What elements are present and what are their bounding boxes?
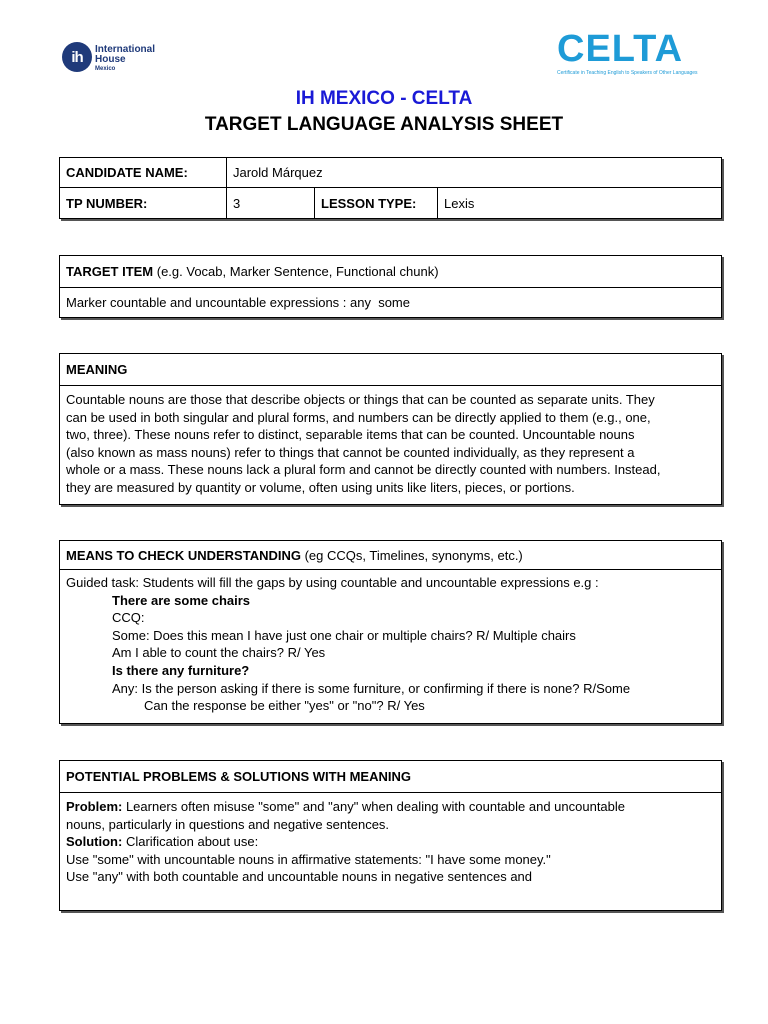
target-item-label: TARGET ITEM — [66, 264, 154, 279]
meaning-line: whole or a mass. These nouns lack a plural form and cannot be directly counted with numbers. Instead, — [66, 462, 661, 478]
solution-rule-1: Use "some" with uncountable nouns in affirmative statements: "I have some money." — [66, 851, 551, 867]
ccq-label: CCQ: — [112, 610, 145, 626]
meaning-line: can be used in both singular and plural forms, and numbers can be directly applied to them (e.g., one, — [66, 409, 651, 425]
target-item-section — [59, 255, 722, 318]
solution-label: Solution: — [66, 834, 123, 850]
document-subtitle: TARGET LANGUAGE ANALYSIS SHEET — [204, 114, 564, 135]
meaning-line: they are measured by quantity or volume, often using units like liters, pieces, or portions. — [66, 479, 575, 495]
ih-logo-mark: ih — [62, 42, 92, 72]
meaning-line: (also known as mass nouns) refer to things that cannot be counted individually, as they represent a — [66, 444, 635, 460]
problem-text-continued: nouns, particularly in questions and negative sentences. — [66, 816, 390, 832]
guided-task-intro: Guided task: Students will fill the gaps by using countable and uncountable expressions e.g : — [66, 575, 599, 590]
celta-logo-tagline: Certificate in Teaching English to Speakers of Other Languages — [557, 70, 698, 76]
solution-text: Clarification about use: — [122, 834, 259, 850]
candidate-info-table — [59, 157, 722, 219]
ccq-question-1: Some: Does this mean I have just one chair or multiple chairs? R/ Multiple chairs — [112, 627, 576, 643]
example-sentence-2: Is there any furniture? — [112, 662, 250, 678]
tp-number-label: TP NUMBER: — [60, 188, 227, 219]
candidate-name-row — [60, 158, 722, 188]
problem-text: Learners often misuse "some" and "any" when dealing with countable and uncountable — [122, 799, 626, 814]
check-understanding-body — [60, 570, 721, 719]
candidate-name-label: CANDIDATE NAME: — [60, 158, 227, 188]
problems-solutions-header: POTENTIAL PROBLEMS & SOLUTIONS WITH MEANING — [60, 761, 721, 793]
meaning-line: Countable nouns are those that describe objects or things that can be counted as separate units. They — [66, 392, 655, 407]
meaning-header: MEANING — [60, 354, 721, 386]
ccq-question-2: Am I able to count the chairs? R/ Yes — [112, 645, 326, 661]
check-understanding-hint: (eg CCQs, Timelines, synonyms, etc.) — [300, 547, 523, 563]
meaning-body — [60, 386, 721, 501]
ih-logo-line1: International — [95, 44, 156, 55]
check-understanding-header — [60, 541, 721, 570]
celta-logo — [555, 28, 715, 83]
tp-row — [60, 188, 722, 219]
candidate-name-value: Jarold Márquez — [227, 158, 722, 188]
meaning-section — [59, 353, 722, 505]
problems-solutions-body — [60, 793, 721, 890]
solution-rule-2: Use "any" with both countable and uncountable nouns in negative sentences and — [66, 869, 533, 885]
problems-solutions-section — [59, 760, 722, 911]
problem-label: Problem: — [66, 799, 123, 814]
meaning-line: two, three). These nouns refer to distinct, separable items that can be counted. Uncountable nouns — [66, 427, 635, 443]
target-item-value: Marker countable and uncountable expressions : any some — [66, 295, 410, 310]
example-sentence-1: There are some chairs — [112, 592, 251, 608]
lesson-type-label: LESSON TYPE: — [315, 188, 438, 219]
target-item-hint: (e.g. Vocab, Marker Sentence, Functional chunk) — [153, 264, 439, 279]
ih-logo-line2: House — [95, 54, 126, 65]
target-item-header — [60, 256, 721, 288]
tp-number-value: 3 — [227, 188, 315, 219]
ccq-question-4: Can the response be either "yes" or "no"? R/ Yes — [144, 698, 425, 714]
problem-line — [66, 798, 715, 816]
ccq-question-3: Any: Is the person asking if there is some furniture, or confirming if there is none? R/Some — [112, 680, 631, 696]
lesson-type-value: Lexis — [438, 188, 722, 219]
celta-logo-word: CELTA — [557, 28, 684, 70]
check-understanding-section — [59, 540, 722, 724]
check-understanding-label: MEANS TO CHECK UNDERSTANDING — [66, 547, 301, 563]
document-title: IH MEXICO - CELTA — [295, 88, 473, 109]
international-house-logo — [62, 42, 172, 74]
ih-logo-line3: Mexico — [95, 66, 116, 72]
solution-line — [66, 833, 715, 851]
